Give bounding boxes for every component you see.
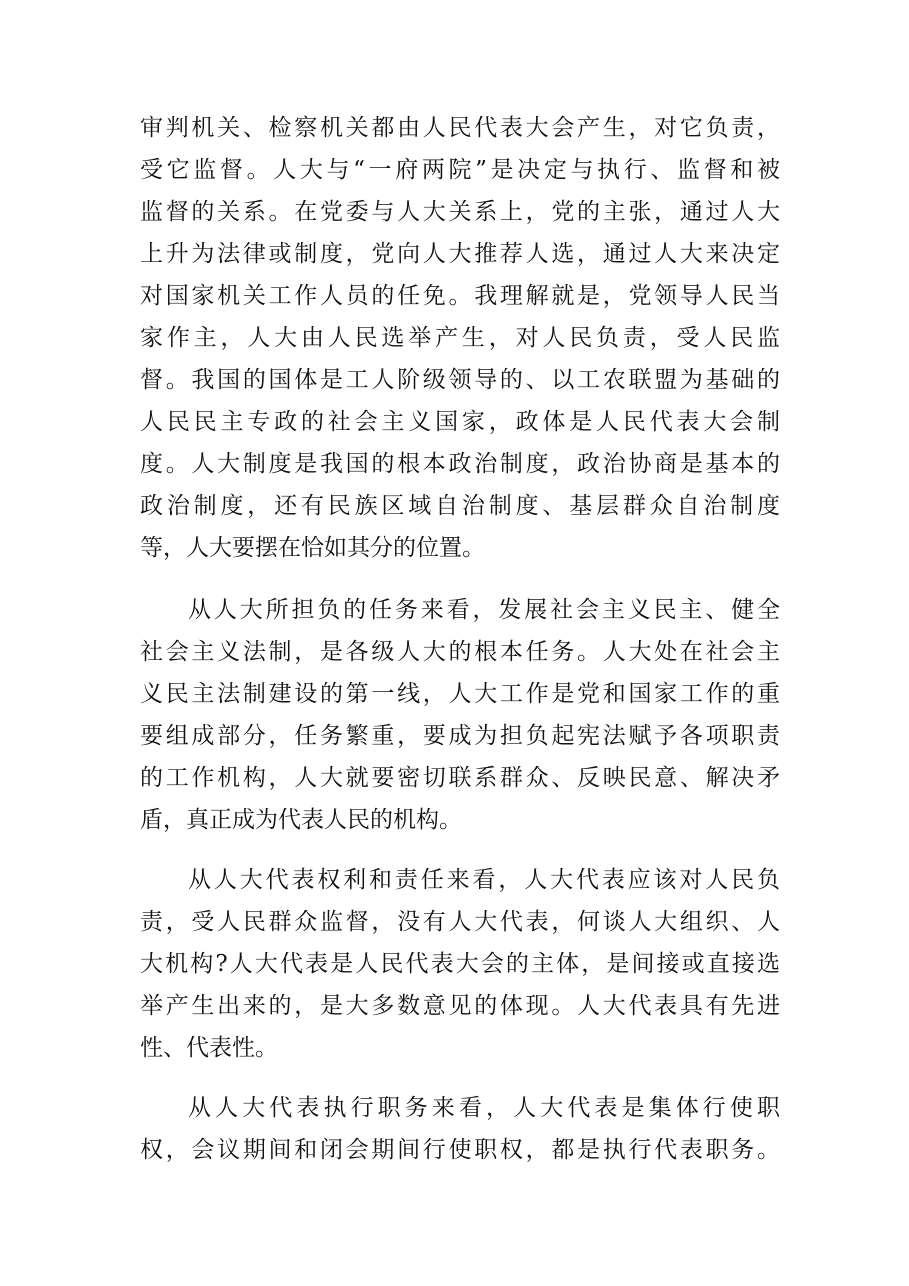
paragraph-line: 从人大代表执行职务来看，人大代表是集体行使职 bbox=[188, 1095, 780, 1121]
paragraph-line: 度。人大制度是我国的根本政治制度，政治协商是基本的 bbox=[140, 451, 780, 477]
paragraph-line: 人民民主专政的社会主义国家，政体是人民代表大会制 bbox=[140, 409, 780, 435]
paragraph-line: 要组成部分，任务繁重，要成为担负起宪法赋予各项职责 bbox=[140, 723, 780, 749]
paragraph-line: 责，受人民群众监督，没有人大代表，何谈人大组织、人 bbox=[140, 909, 780, 935]
paragraph-line: 社会主义法制，是各级人大的根本任务。人大处在社会主 bbox=[140, 639, 780, 665]
paragraph-line: 举产生出来的，是大多数意见的体现。人大代表具有先进 bbox=[140, 993, 780, 1019]
paragraph-line: 从人大所担负的任务来看，发展社会主义民主、健全 bbox=[188, 597, 780, 623]
paragraph-line: 审判机关、检察机关都由人民代表大会产生，对它负责， bbox=[140, 115, 780, 141]
paragraph-line: 的工作机构，人大就要密切联系群众、反映民意、解决矛 bbox=[140, 765, 780, 791]
paragraph-line: 对国家机关工作人员的任免。我理解就是，党领导人民当 bbox=[140, 283, 780, 309]
paragraph-line: 义民主法制建设的第一线，人大工作是党和国家工作的重 bbox=[140, 681, 780, 707]
paragraph-line: 上升为法律或制度，党向人大推荐人选，通过人大来决定 bbox=[140, 241, 780, 267]
paragraph-line: 监督的关系。在党委与人大关系上，党的主张，通过人大 bbox=[140, 199, 780, 225]
paragraph-line: 从人大代表权利和责任来看，人大代表应该对人民负 bbox=[188, 867, 780, 893]
paragraph-line: 盾，真正成为代表人民的机构。 bbox=[140, 807, 462, 833]
paragraph-line: 受它监督。人大与“一府两院”是决定与执行、监督和被 bbox=[140, 157, 780, 183]
paragraph-line: 性、代表性。 bbox=[140, 1035, 278, 1061]
paragraph-line: 等，人大要摆在恰如其分的位置。 bbox=[140, 535, 485, 561]
paragraph-line: 政治制度，还有民族区域自治制度、基层群众自治制度 bbox=[140, 493, 780, 519]
paragraph-line: 大机构?人大代表是人民代表大会的主体，是间接或直接选 bbox=[140, 951, 780, 977]
paragraph-line: 家作主，人大由人民选举产生，对人民负责，受人民监 bbox=[140, 325, 780, 351]
paragraph-line: 督。我国的国体是工人阶级领导的、以工农联盟为基础的 bbox=[140, 367, 780, 393]
paragraph-line: 权，会议期间和闭会期间行使职权，都是执行代表职务。 bbox=[140, 1137, 780, 1163]
